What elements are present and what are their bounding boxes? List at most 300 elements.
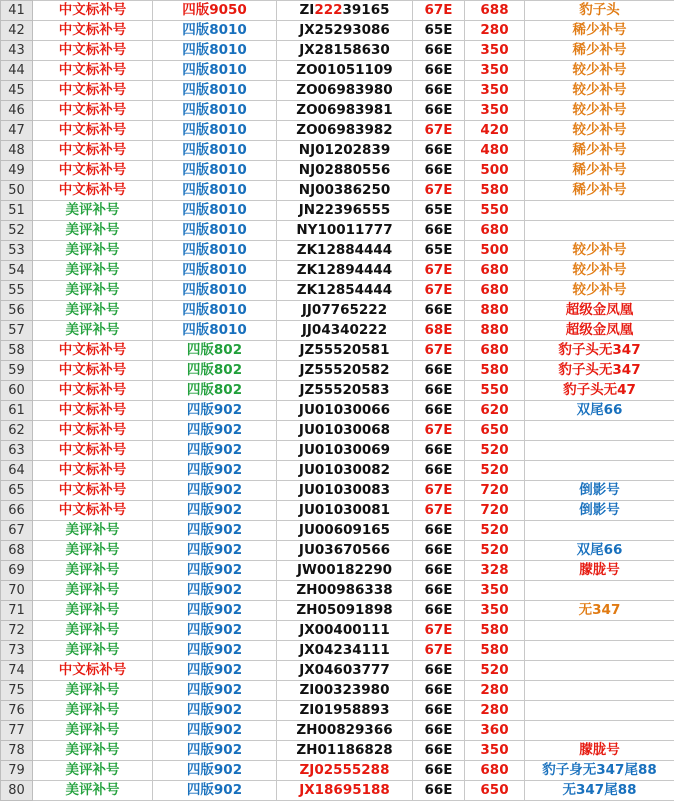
cell-grade[interactable]: 66E [413, 541, 465, 561]
row-header[interactable]: 67 [1, 521, 33, 541]
cell-note[interactable]: 较少补号 [525, 261, 674, 281]
cell-note[interactable] [525, 441, 674, 461]
cell-version[interactable]: 四版902 [153, 761, 277, 781]
row-header[interactable]: 78 [1, 741, 33, 761]
cell-note[interactable] [525, 721, 674, 741]
cell-grade[interactable]: 66E [413, 441, 465, 461]
cell-version[interactable]: 四版902 [153, 721, 277, 741]
cell-version[interactable]: 四版902 [153, 621, 277, 641]
cell-version[interactable]: 四版902 [153, 741, 277, 761]
cell-version[interactable]: 四版8010 [153, 321, 277, 341]
row-header[interactable]: 51 [1, 201, 33, 221]
cell-price[interactable]: 480 [465, 141, 525, 161]
row-header[interactable]: 71 [1, 601, 33, 621]
cell-category[interactable]: 中文标补号 [33, 61, 153, 81]
cell-category[interactable]: 美评补号 [33, 521, 153, 541]
table-row [1, 741, 674, 761]
cell-version[interactable]: 四版8010 [153, 61, 277, 81]
cell-category[interactable]: 中文标补号 [33, 481, 153, 501]
cell-grade[interactable]: 67E [413, 121, 465, 141]
cell-version[interactable]: 四版802 [153, 341, 277, 361]
cell-price[interactable]: 520 [465, 441, 525, 461]
cell-price[interactable]: 350 [465, 581, 525, 601]
cell-grade[interactable]: 66E [413, 401, 465, 421]
cell-version[interactable]: 四版8010 [153, 121, 277, 141]
cell-category[interactable]: 中文标补号 [33, 401, 153, 421]
row-header[interactable]: 73 [1, 641, 33, 661]
cell-price[interactable]: 280 [465, 681, 525, 701]
cell-price[interactable]: 650 [465, 421, 525, 441]
cell-category[interactable]: 美评补号 [33, 721, 153, 741]
cell-serial[interactable] [277, 721, 413, 741]
cell-note[interactable]: 稀少补号 [525, 161, 674, 181]
cell-version[interactable]: 四版902 [153, 661, 277, 681]
cell-price[interactable]: 580 [465, 361, 525, 381]
cell-price[interactable]: 350 [465, 601, 525, 621]
cell-grade[interactable]: 66E [413, 601, 465, 621]
cell-version[interactable]: 四版902 [153, 521, 277, 541]
serial-segment: NJ02880556 [298, 162, 391, 178]
cell-serial[interactable] [277, 201, 413, 221]
cell-note[interactable]: 较少补号 [525, 241, 674, 261]
row-header[interactable]: 41 [1, 1, 33, 21]
cell-serial[interactable] [277, 761, 413, 781]
cell-category[interactable]: 美评补号 [33, 561, 153, 581]
cell-grade[interactable]: 65E [413, 241, 465, 261]
cell-grade[interactable]: 66E [413, 581, 465, 601]
row-header[interactable]: 58 [1, 341, 33, 361]
row-header[interactable]: 63 [1, 441, 33, 461]
cell-category[interactable]: 美评补号 [33, 581, 153, 601]
cell-note[interactable] [525, 701, 674, 721]
cell-price[interactable]: 650 [465, 781, 525, 801]
row-header[interactable]: 45 [1, 81, 33, 101]
cell-category[interactable]: 中文标补号 [33, 421, 153, 441]
cell-price[interactable]: 500 [465, 241, 525, 261]
cell-serial[interactable] [277, 341, 413, 361]
cell-version[interactable]: 四版8010 [153, 221, 277, 241]
cell-version[interactable]: 四版9050 [153, 1, 277, 21]
row-header[interactable]: 46 [1, 101, 33, 121]
cell-price[interactable]: 680 [465, 261, 525, 281]
cell-serial[interactable] [277, 521, 413, 541]
cell-note[interactable]: 超级金凤凰 [525, 301, 674, 321]
serial-segment: NY10011777 [296, 222, 393, 238]
serial-segment: ZK12894444 [296, 262, 393, 278]
cell-serial[interactable] [277, 381, 413, 401]
row-header[interactable]: 48 [1, 141, 33, 161]
cell-price[interactable]: 350 [465, 101, 525, 121]
cell-category[interactable]: 美评补号 [33, 281, 153, 301]
cell-version[interactable]: 四版8010 [153, 181, 277, 201]
cell-note[interactable] [525, 661, 674, 681]
serial-segment: ZO06983980 [296, 82, 393, 98]
cell-version[interactable]: 四版8010 [153, 301, 277, 321]
cell-grade[interactable]: 66E [413, 781, 465, 801]
cell-grade[interactable]: 66E [413, 461, 465, 481]
cell-grade[interactable]: 67E [413, 341, 465, 361]
cell-category[interactable]: 中文标补号 [33, 121, 153, 141]
row-header[interactable]: 76 [1, 701, 33, 721]
cell-grade[interactable]: 66E [413, 381, 465, 401]
cell-grade[interactable]: 66E [413, 81, 465, 101]
cell-note[interactable]: 较少补号 [525, 281, 674, 301]
cell-price[interactable]: 880 [465, 321, 525, 341]
cell-note[interactable] [525, 221, 674, 241]
cell-category[interactable]: 中文标补号 [33, 501, 153, 521]
cell-grade[interactable]: 67E [413, 641, 465, 661]
cell-category[interactable]: 中文标补号 [33, 161, 153, 181]
cell-serial[interactable] [277, 61, 413, 81]
cell-category[interactable]: 中文标补号 [33, 81, 153, 101]
cell-serial[interactable] [277, 261, 413, 281]
cell-price[interactable]: 350 [465, 81, 525, 101]
row-header[interactable]: 54 [1, 261, 33, 281]
cell-grade[interactable]: 66E [413, 61, 465, 81]
cell-grade[interactable]: 66E [413, 521, 465, 541]
cell-price[interactable]: 720 [465, 481, 525, 501]
row-header[interactable]: 77 [1, 721, 33, 741]
cell-price[interactable]: 580 [465, 641, 525, 661]
cell-note[interactable]: 豹子头无47 [525, 381, 674, 401]
cell-price[interactable]: 680 [465, 221, 525, 241]
cell-serial[interactable] [277, 241, 413, 261]
cell-note[interactable] [525, 621, 674, 641]
cell-version[interactable]: 四版8010 [153, 21, 277, 41]
cell-serial[interactable] [277, 641, 413, 661]
serial-segment: JU01030066 [298, 402, 391, 418]
row-header[interactable]: 65 [1, 481, 33, 501]
cell-note[interactable]: 豹子头无347 [525, 341, 674, 361]
cell-category[interactable]: 美评补号 [33, 241, 153, 261]
cell-version[interactable]: 四版8010 [153, 141, 277, 161]
cell-serial[interactable] [277, 441, 413, 461]
cell-version[interactable]: 四版902 [153, 501, 277, 521]
sheet-body [1, 1, 674, 801]
cell-grade[interactable]: 66E [413, 721, 465, 741]
cell-category[interactable]: 中文标补号 [33, 661, 153, 681]
cell-version[interactable]: 四版902 [153, 461, 277, 481]
cell-note[interactable] [525, 681, 674, 701]
cell-price[interactable]: 350 [465, 41, 525, 61]
cell-price[interactable]: 620 [465, 401, 525, 421]
cell-version[interactable]: 四版902 [153, 641, 277, 661]
cell-serial[interactable] [277, 121, 413, 141]
cell-price[interactable]: 520 [465, 541, 525, 561]
cell-version[interactable]: 四版902 [153, 601, 277, 621]
row-header[interactable]: 70 [1, 581, 33, 601]
cell-grade[interactable]: 68E [413, 321, 465, 341]
cell-price[interactable]: 420 [465, 121, 525, 141]
cell-price[interactable]: 360 [465, 721, 525, 741]
cell-price[interactable]: 280 [465, 21, 525, 41]
cell-serial[interactable] [277, 101, 413, 121]
cell-version[interactable]: 四版8010 [153, 281, 277, 301]
serial-segment: JJ04340222 [301, 322, 388, 338]
cell-price[interactable]: 680 [465, 281, 525, 301]
cell-serial[interactable] [277, 681, 413, 701]
cell-grade[interactable]: 66E [413, 221, 465, 241]
cell-serial[interactable] [277, 161, 413, 181]
cell-category[interactable]: 中文标补号 [33, 361, 153, 381]
row-header[interactable]: 60 [1, 381, 33, 401]
cell-note[interactable] [525, 641, 674, 661]
cell-category[interactable]: 美评补号 [33, 741, 153, 761]
cell-price[interactable]: 520 [465, 461, 525, 481]
cell-note[interactable]: 朦胧号 [525, 741, 674, 761]
cell-price[interactable]: 328 [465, 561, 525, 581]
cell-note[interactable]: 稀少补号 [525, 21, 674, 41]
cell-serial[interactable] [277, 741, 413, 761]
cell-grade[interactable]: 66E [413, 361, 465, 381]
cell-category[interactable]: 中文标补号 [33, 101, 153, 121]
cell-version[interactable]: 四版8010 [153, 101, 277, 121]
cell-category[interactable]: 美评补号 [33, 681, 153, 701]
cell-price[interactable]: 580 [465, 621, 525, 641]
cell-category[interactable]: 美评补号 [33, 201, 153, 221]
cell-price[interactable]: 680 [465, 341, 525, 361]
cell-note[interactable]: 豹子头 [525, 1, 674, 21]
cell-serial[interactable] [277, 561, 413, 581]
serial-segment: JX25293086 [299, 22, 390, 38]
cell-serial[interactable] [277, 41, 413, 61]
row-header[interactable]: 64 [1, 461, 33, 481]
table-row [1, 521, 674, 541]
row-header[interactable]: 59 [1, 361, 33, 381]
cell-grade[interactable]: 65E [413, 201, 465, 221]
row-header[interactable]: 52 [1, 221, 33, 241]
cell-price[interactable]: 550 [465, 381, 525, 401]
cell-version[interactable]: 四版8010 [153, 81, 277, 101]
cell-note[interactable]: 较少补号 [525, 81, 674, 101]
cell-note[interactable]: 豹子头无347 [525, 361, 674, 381]
cell-version[interactable]: 四版902 [153, 541, 277, 561]
cell-note[interactable]: 较少补号 [525, 121, 674, 141]
cell-version[interactable]: 四版8010 [153, 201, 277, 221]
cell-note[interactable]: 较少补号 [525, 61, 674, 81]
cell-version[interactable]: 四版8010 [153, 161, 277, 181]
cell-serial[interactable] [277, 781, 413, 801]
cell-price[interactable]: 280 [465, 701, 525, 721]
cell-grade[interactable]: 66E [413, 701, 465, 721]
cell-serial[interactable] [277, 481, 413, 501]
cell-price[interactable]: 688 [465, 1, 525, 21]
cell-note[interactable]: 超级金凤凰 [525, 321, 674, 341]
cell-grade[interactable]: 65E [413, 21, 465, 41]
row-header[interactable]: 74 [1, 661, 33, 681]
cell-serial[interactable] [277, 401, 413, 421]
cell-grade[interactable]: 66E [413, 301, 465, 321]
serial-segment: ZH05091898 [296, 602, 393, 618]
cell-version[interactable]: 四版8010 [153, 241, 277, 261]
row-header[interactable]: 53 [1, 241, 33, 261]
cell-note[interactable]: 倒影号 [525, 501, 674, 521]
cell-serial[interactable] [277, 461, 413, 481]
cell-version[interactable]: 四版902 [153, 781, 277, 801]
cell-grade[interactable]: 67E [413, 1, 465, 21]
cell-note[interactable]: 双尾66 [525, 401, 674, 421]
row-header[interactable]: 49 [1, 161, 33, 181]
row-header[interactable]: 79 [1, 761, 33, 781]
cell-category[interactable]: 美评补号 [33, 781, 153, 801]
cell-category[interactable]: 美评补号 [33, 701, 153, 721]
cell-version[interactable]: 四版902 [153, 481, 277, 501]
row-header[interactable]: 80 [1, 781, 33, 801]
cell-version[interactable]: 四版8010 [153, 261, 277, 281]
cell-serial[interactable] [277, 541, 413, 561]
cell-category[interactable]: 美评补号 [33, 321, 153, 341]
cell-note[interactable]: 双尾66 [525, 541, 674, 561]
cell-grade[interactable]: 66E [413, 161, 465, 181]
cell-price[interactable]: 350 [465, 61, 525, 81]
cell-serial[interactable] [277, 601, 413, 621]
cell-grade[interactable]: 67E [413, 181, 465, 201]
cell-price[interactable]: 550 [465, 201, 525, 221]
cell-note[interactable]: 无347尾88 [525, 781, 674, 801]
cell-note[interactable]: 稀少补号 [525, 41, 674, 61]
cell-grade[interactable]: 66E [413, 661, 465, 681]
cell-note[interactable]: 较少补号 [525, 101, 674, 121]
cell-category[interactable]: 美评补号 [33, 261, 153, 281]
cell-price[interactable]: 520 [465, 521, 525, 541]
cell-grade[interactable]: 67E [413, 501, 465, 521]
table-row [1, 501, 674, 521]
cell-price[interactable]: 720 [465, 501, 525, 521]
row-header[interactable]: 61 [1, 401, 33, 421]
cell-serial[interactable] [277, 221, 413, 241]
cell-category[interactable]: 美评补号 [33, 641, 153, 661]
cell-price[interactable]: 520 [465, 661, 525, 681]
table-row [1, 341, 674, 361]
cell-price[interactable]: 500 [465, 161, 525, 181]
serial-segment: JX28158630 [299, 42, 390, 58]
row-header[interactable]: 68 [1, 541, 33, 561]
cell-serial[interactable] [277, 21, 413, 41]
cell-category[interactable]: 中文标补号 [33, 341, 153, 361]
cell-category[interactable]: 美评补号 [33, 621, 153, 641]
cell-category[interactable]: 中文标补号 [33, 381, 153, 401]
cell-serial[interactable] [277, 141, 413, 161]
cell-note[interactable]: 倒影号 [525, 481, 674, 501]
row-header[interactable]: 44 [1, 61, 33, 81]
cell-price[interactable]: 350 [465, 741, 525, 761]
cell-category[interactable]: 中文标补号 [33, 1, 153, 21]
cell-grade[interactable]: 67E [413, 421, 465, 441]
cell-category[interactable]: 美评补号 [33, 541, 153, 561]
cell-version[interactable]: 四版902 [153, 701, 277, 721]
cell-serial[interactable] [277, 661, 413, 681]
cell-price[interactable]: 680 [465, 761, 525, 781]
cell-note[interactable] [525, 461, 674, 481]
cell-note[interactable]: 豹子身无347尾88 [525, 761, 674, 781]
cell-version[interactable]: 四版8010 [153, 41, 277, 61]
row-header[interactable]: 47 [1, 121, 33, 141]
cell-version[interactable]: 四版902 [153, 561, 277, 581]
cell-note[interactable]: 稀少补号 [525, 181, 674, 201]
cell-version[interactable]: 四版802 [153, 381, 277, 401]
cell-version[interactable]: 四版902 [153, 581, 277, 601]
cell-version[interactable]: 四版902 [153, 421, 277, 441]
row-header[interactable]: 72 [1, 621, 33, 641]
cell-category[interactable]: 中文标补号 [33, 41, 153, 61]
cell-note[interactable] [525, 421, 674, 441]
table-row [1, 41, 674, 61]
cell-serial[interactable] [277, 81, 413, 101]
cell-grade[interactable]: 66E [413, 561, 465, 581]
cell-grade[interactable]: 67E [413, 261, 465, 281]
serial-segment: NJ00386250 [298, 182, 391, 198]
cell-grade[interactable]: 66E [413, 761, 465, 781]
cell-category[interactable]: 美评补号 [33, 301, 153, 321]
cell-grade[interactable]: 67E [413, 481, 465, 501]
cell-grade[interactable]: 66E [413, 41, 465, 61]
cell-version[interactable]: 四版802 [153, 361, 277, 381]
cell-version[interactable]: 四版902 [153, 401, 277, 421]
cell-category[interactable]: 美评补号 [33, 601, 153, 621]
cell-version[interactable]: 四版902 [153, 681, 277, 701]
serial-segment: 39165 [342, 2, 390, 18]
serial-segment: ZO01051109 [296, 62, 393, 78]
cell-note[interactable] [525, 521, 674, 541]
cell-serial[interactable] [277, 581, 413, 601]
cell-serial[interactable] [277, 501, 413, 521]
row-header[interactable]: 66 [1, 501, 33, 521]
serial-segment: JX04603777 [299, 662, 390, 678]
row-header[interactable]: 56 [1, 301, 33, 321]
cell-serial[interactable] [277, 181, 413, 201]
cell-serial[interactable] [277, 281, 413, 301]
cell-category[interactable]: 美评补号 [33, 761, 153, 781]
cell-price[interactable]: 880 [465, 301, 525, 321]
cell-note[interactable]: 无347 [525, 601, 674, 621]
cell-note[interactable]: 稀少补号 [525, 141, 674, 161]
row-header[interactable]: 55 [1, 281, 33, 301]
cell-price[interactable]: 580 [465, 181, 525, 201]
row-header[interactable]: 75 [1, 681, 33, 701]
cell-category[interactable]: 中文标补号 [33, 181, 153, 201]
cell-category[interactable]: 中文标补号 [33, 21, 153, 41]
cell-serial[interactable] [277, 421, 413, 441]
cell-grade[interactable]: 66E [413, 741, 465, 761]
cell-category[interactable]: 中文标补号 [33, 141, 153, 161]
row-header[interactable]: 57 [1, 321, 33, 341]
row-header[interactable]: 50 [1, 181, 33, 201]
cell-grade[interactable]: 66E [413, 681, 465, 701]
row-header[interactable]: 42 [1, 21, 33, 41]
cell-serial[interactable] [277, 621, 413, 641]
cell-grade[interactable]: 66E [413, 101, 465, 121]
cell-category[interactable]: 中文标补号 [33, 441, 153, 461]
cell-note[interactable] [525, 581, 674, 601]
cell-grade[interactable]: 66E [413, 141, 465, 161]
cell-version[interactable]: 四版902 [153, 441, 277, 461]
row-header[interactable]: 43 [1, 41, 33, 61]
cell-serial[interactable] [277, 301, 413, 321]
cell-serial[interactable] [277, 1, 413, 21]
cell-grade[interactable]: 67E [413, 621, 465, 641]
row-header[interactable]: 69 [1, 561, 33, 581]
cell-grade[interactable]: 67E [413, 281, 465, 301]
cell-note[interactable] [525, 201, 674, 221]
table-row [1, 241, 674, 261]
cell-serial[interactable] [277, 361, 413, 381]
row-header[interactable]: 62 [1, 421, 33, 441]
cell-category[interactable]: 中文标补号 [33, 461, 153, 481]
cell-serial[interactable] [277, 321, 413, 341]
cell-category[interactable]: 美评补号 [33, 221, 153, 241]
cell-note[interactable]: 朦胧号 [525, 561, 674, 581]
cell-serial[interactable] [277, 701, 413, 721]
